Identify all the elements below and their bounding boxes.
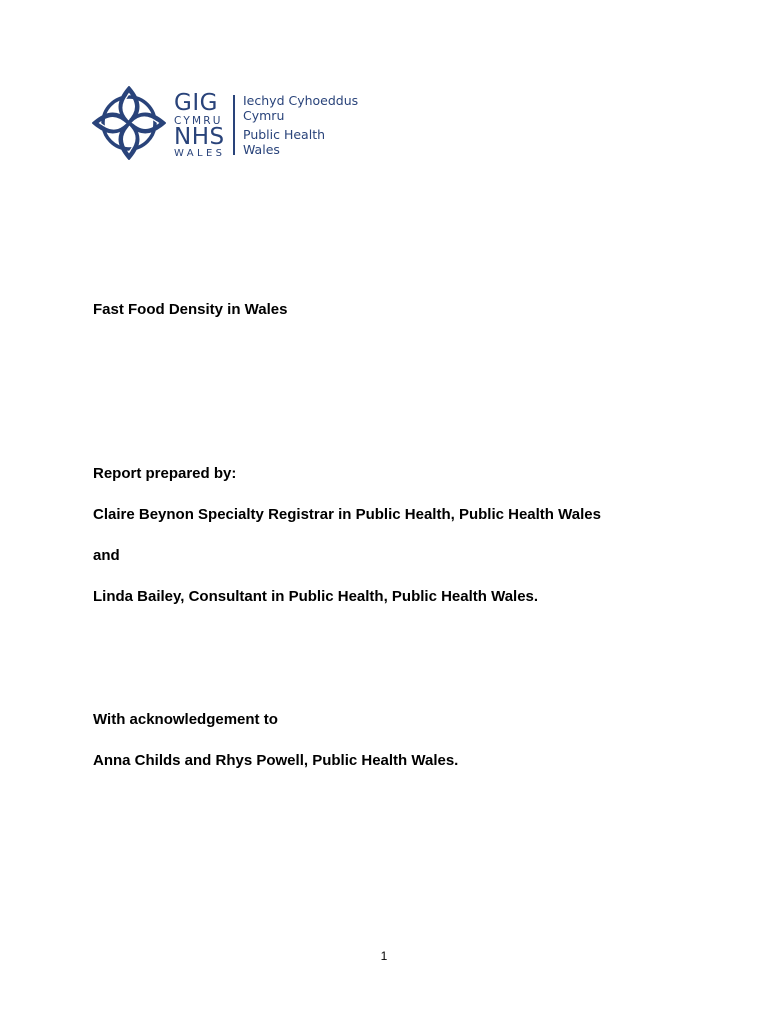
page-number: 1 — [380, 949, 388, 963]
logo-wales-text: WALES — [174, 148, 226, 159]
acknowledgement-label: With acknowledgement to — [93, 711, 278, 728]
logo-welsh-name-line2: Cymru — [243, 108, 285, 123]
celtic-knot-emblem-icon — [92, 86, 166, 160]
logo-english-name-line1: Public Health — [243, 127, 326, 142]
prepared-by-label: Report prepared by: — [93, 465, 237, 482]
author-conjunction: and — [93, 547, 120, 564]
logo-divider — [233, 95, 235, 155]
document-title: Fast Food Density in Wales — [93, 301, 288, 318]
logo-welsh-name-line1: Iechyd Cyhoeddus — [243, 93, 359, 108]
author-2: Linda Bailey, Consultant in Public Health, Public Health Wales. — [93, 588, 539, 605]
logo-nhs-text: NHS — [174, 124, 225, 150]
logo-gig-text: GIG — [174, 90, 218, 116]
author-1: Claire Beynon Specialty Registrar in Public Health, Public Health Wales — [93, 506, 601, 523]
organisation-logo — [92, 86, 362, 160]
acknowledged-people: Anna Childs and Rhys Powell, Public Health Wales. — [93, 752, 459, 769]
logo-english-name-line2: Wales — [243, 142, 280, 157]
logo-cymru-text: CYMRU — [174, 115, 223, 127]
